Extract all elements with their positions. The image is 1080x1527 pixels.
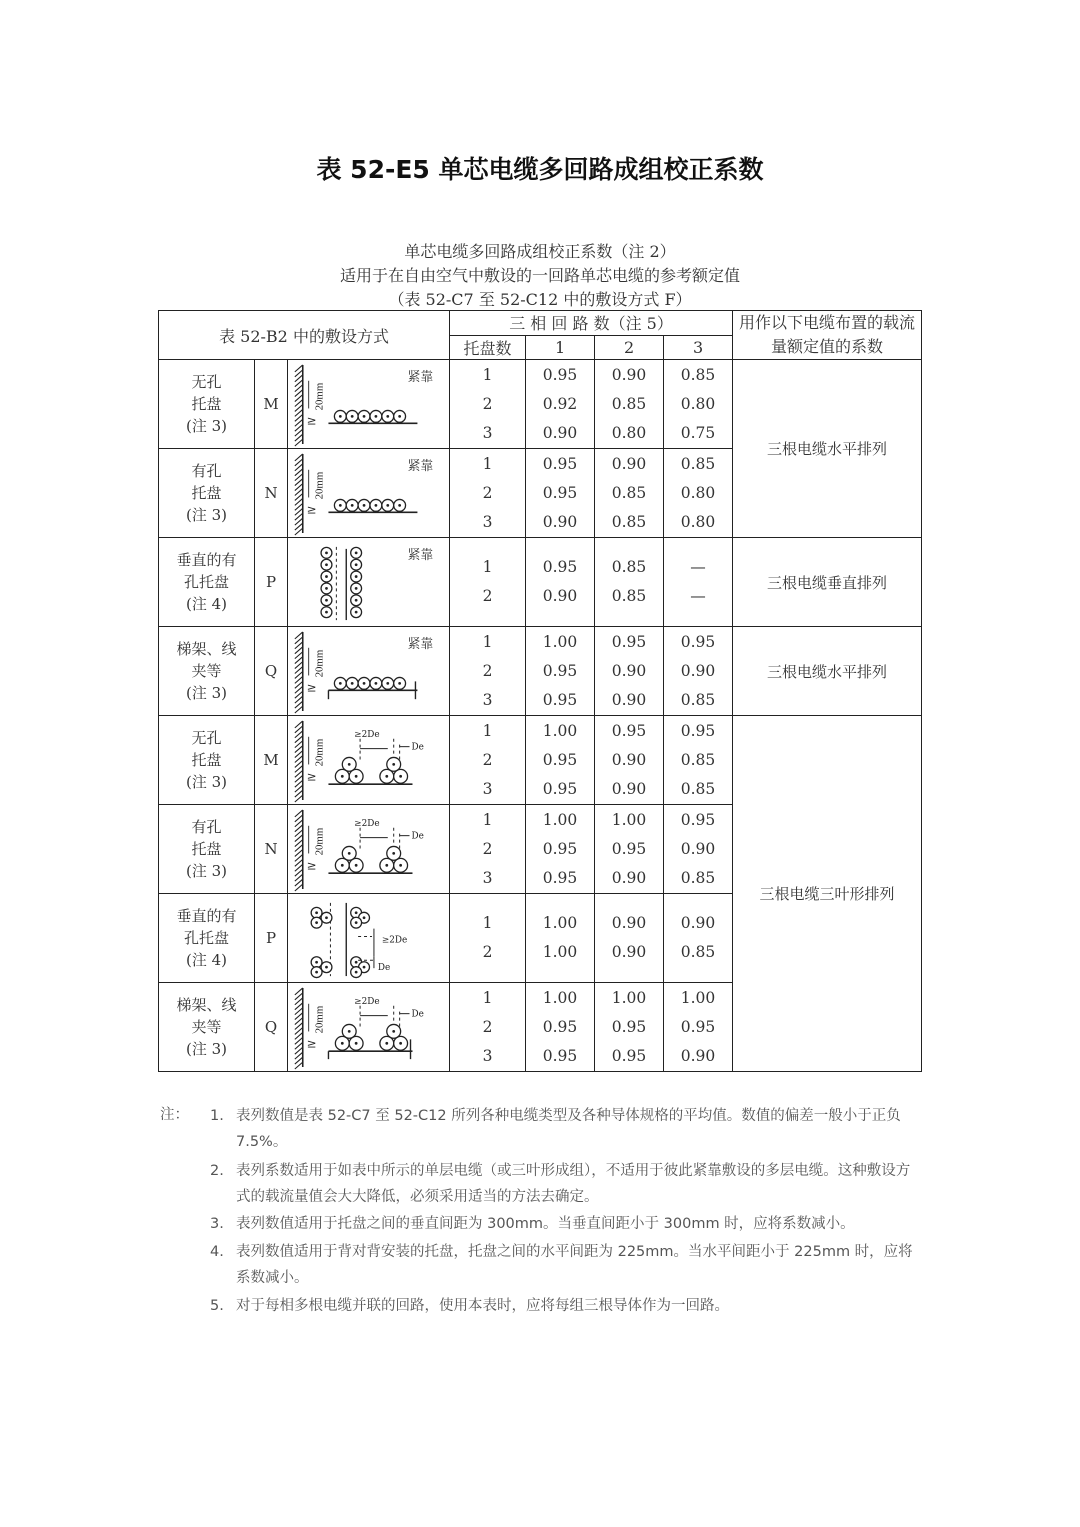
factor-circuit-2-value: 1.00 [611,988,647,1007]
cable-core-icon [398,503,401,506]
factor-circuit-2-cell [595,627,664,716]
cable-core-icon [325,598,328,601]
layout-diagram-cell [288,449,450,538]
header-circuit-2: 2 [595,335,664,360]
note-number: 4. [210,1244,224,1260]
cable-core-icon [385,863,388,866]
cable-core-icon [355,774,358,777]
cable-core-icon [375,414,378,417]
tray-count-value: 1 [482,632,493,651]
factor-circuit-2-value: 0.80 [611,423,647,442]
factor-circuit-2-value: 0.95 [611,721,647,740]
cable-core-icon [325,965,328,968]
diameter-label: De [411,742,424,753]
tray-count-value: 2 [482,661,493,680]
method-code: P [255,894,288,983]
factor-circuit-3-value: 0.85 [680,454,716,473]
factor-circuit-1-value: 0.95 [542,454,578,473]
factor-circuit-2-value: 0.95 [611,632,647,651]
cable-core-icon [398,414,401,417]
factor-circuit-1-cell [526,894,595,983]
tray-count-value: 1 [482,365,493,384]
layout-diagram-cell [288,983,450,1072]
factor-circuit-3-value: 0.85 [680,779,716,798]
factor-circuit-2-value: 0.85 [611,483,647,502]
header-circuit-3: 3 [664,335,733,360]
tray-count-value: 1 [482,810,493,829]
factor-circuit-1-cell [526,360,595,449]
note-item [210,1239,922,1291]
factor-circuit-2-value: 0.90 [611,365,647,384]
factor-circuit-3-value: 0.90 [680,839,716,858]
cable-layout-diagram [288,717,448,804]
note-item [210,1103,922,1155]
note-number: 3. [210,1216,224,1232]
cable-core-icon [351,681,354,684]
cable-layout-diagram [288,895,448,982]
factor-circuit-3-cell [664,894,733,983]
cable-core-icon [348,762,351,765]
factor-circuit-1-value: 1.00 [542,943,578,961]
spacing-label: ≥2De [354,996,380,1007]
factor-circuit-2-cell [595,983,664,1072]
correction-factor-table [158,310,922,1072]
cable-core-icon [355,610,358,613]
header-purpose: 用作以下电缆布置的载流量额定值的系数 [733,311,922,360]
cable-core-icon [325,551,328,554]
factor-circuit-1-value: 0.95 [542,483,578,502]
factor-circuit-1-cell [526,983,595,1072]
cable-core-icon [355,970,358,973]
factor-circuit-1-value: 0.95 [542,661,578,680]
cable-core-icon [339,414,342,417]
cable-core-icon [355,551,358,554]
note-number: 2. [210,1163,224,1179]
cable-core-icon [385,774,388,777]
note-item [210,1158,922,1210]
cable-core-icon [355,863,358,866]
arrangement-description: 三根电缆水平排列 [733,360,922,538]
factor-circuit-3-value: 0.95 [680,810,716,829]
cable-core-icon [399,863,402,866]
cable-core-icon [348,1029,351,1032]
tray-count-cell [450,538,526,627]
cable-core-icon [355,911,358,914]
factor-circuit-3-value: 0.95 [680,632,716,651]
arrangement-description: 三根电缆水平排列 [733,627,922,716]
tray-count-cell [450,360,526,449]
dimension-symbol: ≥ [306,768,317,783]
cable-layout-diagram [288,361,448,448]
arrangement-description: 三根电缆垂直排列 [733,538,922,627]
factor-circuit-3-value: 0.85 [680,365,716,384]
factor-circuit-2-value: 0.90 [611,868,647,887]
tray-count-cell [450,627,526,716]
factor-circuit-3-cell [664,538,733,627]
cable-core-icon [315,921,318,924]
cable-layout-diagram [288,806,448,893]
cable-core-icon [392,762,395,765]
cable-core-icon [385,1041,388,1044]
table-row [159,716,922,805]
tray-count-cell [450,894,526,983]
cable-core-icon [325,587,328,590]
factor-circuit-2-value: 0.90 [611,914,647,932]
factor-circuit-1-value: 1.00 [542,810,578,829]
factor-circuit-1-cell [526,538,595,627]
cable-core-icon [341,1041,344,1044]
factor-circuit-3-value: 0.80 [680,394,716,413]
method-code: Q [255,627,288,716]
method-code: N [255,805,288,894]
cable-core-icon [355,598,358,601]
cable-core-icon [398,681,401,684]
spacing-label: ≥2De [381,934,408,945]
dimension-label: 20mm [313,738,326,766]
cable-core-icon [386,414,389,417]
dimension-symbol: ≥ [306,1035,317,1050]
method-code: P [255,538,288,627]
dimension-symbol: ≥ [306,679,317,694]
installation-method: 梯架、线 夹等 (注 3) [159,627,255,716]
tray-count-value: 3 [482,1046,493,1065]
cable-core-icon [363,916,366,919]
tray-count-value: 2 [482,1017,493,1036]
layout-diagram-cell [288,627,450,716]
touching-label: 紧靠 [407,369,434,385]
cable-core-icon [355,960,358,963]
tray-count-value: 2 [482,394,493,413]
note-text: 表列系数适用于如表中所示的单层电缆（或三叶形成组），不适用于彼此紧靠敷设的多层电缆。这种敷设方式的载流量值会大大降低，必须采用适当的方法去确定。 [236,1163,911,1205]
cable-core-icon [399,1041,402,1044]
cable-core-icon [355,563,358,566]
factor-circuit-2-cell [595,894,664,983]
tray-count-value: 3 [482,779,493,798]
installation-method: 梯架、线 夹等 (注 3) [159,983,255,1072]
method-code: M [255,360,288,449]
factor-circuit-3-cell [664,805,733,894]
factor-circuit-2-value: 0.85 [611,558,647,576]
installation-method: 垂直的有 孔托盘 (注 4) [159,538,255,627]
factor-circuit-1-value: 0.95 [542,750,578,769]
note-text: 表列数值是表 52-C7 至 52-C12 所列各种电缆类型及各种导体规格的平均值。数值的偏差一般小于正负 7.5%。 [236,1108,901,1150]
cable-core-icon [355,921,358,924]
factor-circuit-1-cell [526,627,595,716]
cable-layout-diagram [288,984,448,1071]
touching-label: 紧靠 [407,636,434,652]
factor-circuit-2-cell [595,805,664,894]
cable-core-icon [363,414,366,417]
factor-circuit-1-value: 0.95 [542,690,578,709]
cable-core-icon [355,575,358,578]
factor-circuit-2-value: 0.95 [611,839,647,858]
factor-circuit-1-value: 0.95 [542,1046,578,1065]
cable-core-icon [325,610,328,613]
factor-circuit-3-value: 0.90 [680,914,716,932]
factor-circuit-1-value: 1.00 [542,632,578,651]
note-text: 表列数值适用于托盘之间的垂直间距为 300mm。当垂直间距小于 300mm 时，应将系数减小。 [236,1216,855,1232]
tray-count-value: 1 [482,914,493,932]
cable-core-icon [325,575,328,578]
cable-core-icon [351,414,354,417]
spacing-label: ≥2De [354,818,380,829]
tray-count-cell [450,449,526,538]
diameter-label: De [411,831,424,842]
cable-layout-diagram [288,539,448,626]
installation-method: 垂直的有 孔托盘 (注 4) [159,894,255,983]
cable-core-icon [399,774,402,777]
factor-circuit-1-cell [526,716,595,805]
dimension-symbol: ≥ [306,501,317,516]
factor-circuit-1-value: 1.00 [542,914,578,932]
tray-count-value: 1 [482,988,493,1007]
cable-core-icon [392,1029,395,1032]
method-code: N [255,449,288,538]
header-circuits: 三 相 回 路 数（注 5） [450,311,733,336]
note-number: 5. [210,1298,224,1314]
factor-circuit-3-value: 0.85 [680,750,716,769]
caption-line-2: 适用于在自由空气中敷设的一回路单芯电缆的参考额定值 [339,266,740,285]
installation-method: 有孔 托盘 (注 3) [159,449,255,538]
factor-circuit-3-value: — [690,558,706,576]
cable-core-icon [339,681,342,684]
method-code: M [255,716,288,805]
tray-count-value: 3 [482,423,493,442]
header-trays: 托盘数 [450,335,526,360]
cable-core-icon [392,851,395,854]
factor-circuit-1-value: 0.95 [542,365,578,384]
tray-count-cell [450,805,526,894]
dimension-label: 20mm [313,649,326,677]
cable-core-icon [315,911,318,914]
factor-circuit-3-value: 0.90 [680,661,716,680]
factor-circuit-3-cell [664,449,733,538]
tray-count-cell [450,983,526,1072]
factor-circuit-3-value: — [690,587,706,605]
header-circuit-1: 1 [526,335,595,360]
factor-circuit-3-value: 0.80 [680,512,716,531]
factor-circuit-3-value: 0.95 [680,721,716,740]
header-method: 表 52-B2 中的敷设方式 [159,311,450,360]
factor-circuit-2-value: 0.85 [611,587,647,605]
factor-circuit-2-value: 1.00 [611,810,647,829]
installation-method: 无孔 托盘 (注 3) [159,716,255,805]
factor-circuit-1-value: 0.95 [542,839,578,858]
diameter-label: De [411,1009,424,1020]
tray-count-value: 2 [482,839,493,858]
layout-diagram-cell [288,716,450,805]
factor-circuit-3-value: 1.00 [680,988,716,1007]
note-text: 表列数值适用于背对背安装的托盘，托盘之间的水平间距为 225mm。当水平间距小于 225mm 时，应将系数减小。 [236,1244,913,1286]
cable-layout-diagram [288,450,448,537]
factor-circuit-1-value: 1.00 [542,988,578,1007]
factor-circuit-1-value: 0.90 [542,423,578,442]
cable-core-icon [341,774,344,777]
factor-circuit-1-value: 0.95 [542,779,578,798]
table-row [159,360,922,449]
factor-circuit-1-value: 0.92 [542,394,578,413]
factor-circuit-1-value: 0.95 [542,868,578,887]
spacing-label: ≥2De [354,729,380,740]
tray-count-value: 2 [482,587,493,605]
notes-label: 注： [160,1107,189,1123]
tray-count-value: 3 [482,690,493,709]
factor-circuit-3-cell [664,360,733,449]
note-number: 1. [210,1108,224,1124]
cable-core-icon [341,863,344,866]
note-text: 对于每相多根电缆并联的回路，使用本表时，应将每组三根导体作为一回路。 [236,1298,729,1314]
factor-circuit-2-value: 0.90 [611,454,647,473]
caption-line-3: （表 52-C7 至 52-C12 中的敷设方式 F） [388,290,692,309]
cable-core-icon [355,1041,358,1044]
factor-circuit-3-value: 0.85 [680,868,716,887]
page-title: 表 52-E5 单芯电缆多回路成组校正系数 [316,155,764,184]
factor-circuit-3-value: 0.90 [680,1046,716,1065]
cable-layout-diagram [288,628,448,715]
cable-core-icon [375,681,378,684]
factor-circuit-1-value: 0.95 [542,558,578,576]
dimension-label: 20mm [313,1005,326,1033]
cable-core-icon [325,916,328,919]
cable-core-icon [363,503,366,506]
tray-count-value: 2 [482,483,493,502]
tray-count-cell [450,716,526,805]
tray-count-value: 1 [482,721,493,740]
cable-core-icon [351,503,354,506]
layout-diagram-cell [288,360,450,449]
touching-label: 紧靠 [407,547,434,563]
table-row [159,627,922,716]
tray-count-value: 3 [482,512,493,531]
dimension-label: 20mm [313,471,326,499]
factor-circuit-2-cell [595,716,664,805]
cable-core-icon [339,503,342,506]
tray-count-value: 1 [482,558,493,576]
touching-label: 紧靠 [407,458,434,474]
cable-core-icon [325,563,328,566]
tray-count-value: 2 [482,943,493,961]
factor-circuit-3-value: 0.85 [680,943,716,961]
factor-circuit-3-value: 0.95 [680,1017,716,1036]
factor-circuit-1-cell [526,805,595,894]
factor-circuit-3-cell [664,983,733,1072]
cable-core-icon [363,681,366,684]
factor-circuit-1-value: 0.90 [542,587,578,605]
factor-circuit-2-value: 0.95 [611,1017,647,1036]
cable-core-icon [355,587,358,590]
factor-circuit-2-value: 0.85 [611,394,647,413]
method-code: Q [255,983,288,1072]
diameter-label: De [377,962,391,973]
factor-circuit-2-cell [595,360,664,449]
factor-circuit-2-value: 0.90 [611,779,647,798]
cable-core-icon [315,970,318,973]
dimension-symbol: ≥ [306,412,317,427]
factor-circuit-2-value: 0.90 [611,661,647,680]
cable-core-icon [386,681,389,684]
factor-circuit-2-cell [595,449,664,538]
factor-circuit-2-cell [595,538,664,627]
arrangement-description: 三根电缆三叶形排列 [733,716,922,1072]
factor-circuit-1-value: 1.00 [542,721,578,740]
note-item [210,1211,922,1237]
caption-line-1: 单芯电缆多回路成组校正系数（注 2） [404,242,676,261]
dimension-symbol: ≥ [306,857,317,872]
factor-circuit-2-value: 0.90 [611,690,647,709]
factor-circuit-3-cell [664,627,733,716]
cable-core-icon [363,965,366,968]
factor-circuit-1-value: 0.90 [542,512,578,531]
factor-circuit-3-value: 0.80 [680,483,716,502]
factor-circuit-2-value: 0.85 [611,512,647,531]
note-item [210,1293,922,1319]
dimension-label: 20mm [313,827,326,855]
factor-circuit-2-value: 0.90 [611,943,647,961]
factor-circuit-2-value: 0.90 [611,750,647,769]
cable-core-icon [375,503,378,506]
table-row [159,538,922,627]
layout-diagram-cell [288,894,450,983]
cable-core-icon [348,851,351,854]
layout-diagram-cell [288,805,450,894]
layout-diagram-cell [288,538,450,627]
factor-circuit-3-value: 0.75 [680,423,716,442]
cable-core-icon [386,503,389,506]
installation-method: 无孔 托盘 (注 3) [159,360,255,449]
factor-circuit-1-cell [526,449,595,538]
tray-count-value: 1 [482,454,493,473]
factor-circuit-2-value: 0.95 [611,1046,647,1065]
factor-circuit-1-value: 0.95 [542,1017,578,1036]
dimension-label: 20mm [313,382,326,410]
factor-circuit-3-value: 0.85 [680,690,716,709]
tray-count-value: 2 [482,750,493,769]
tray-count-value: 3 [482,868,493,887]
factor-circuit-3-cell [664,716,733,805]
cable-core-icon [315,960,318,963]
installation-method: 有孔 托盘 (注 3) [159,805,255,894]
